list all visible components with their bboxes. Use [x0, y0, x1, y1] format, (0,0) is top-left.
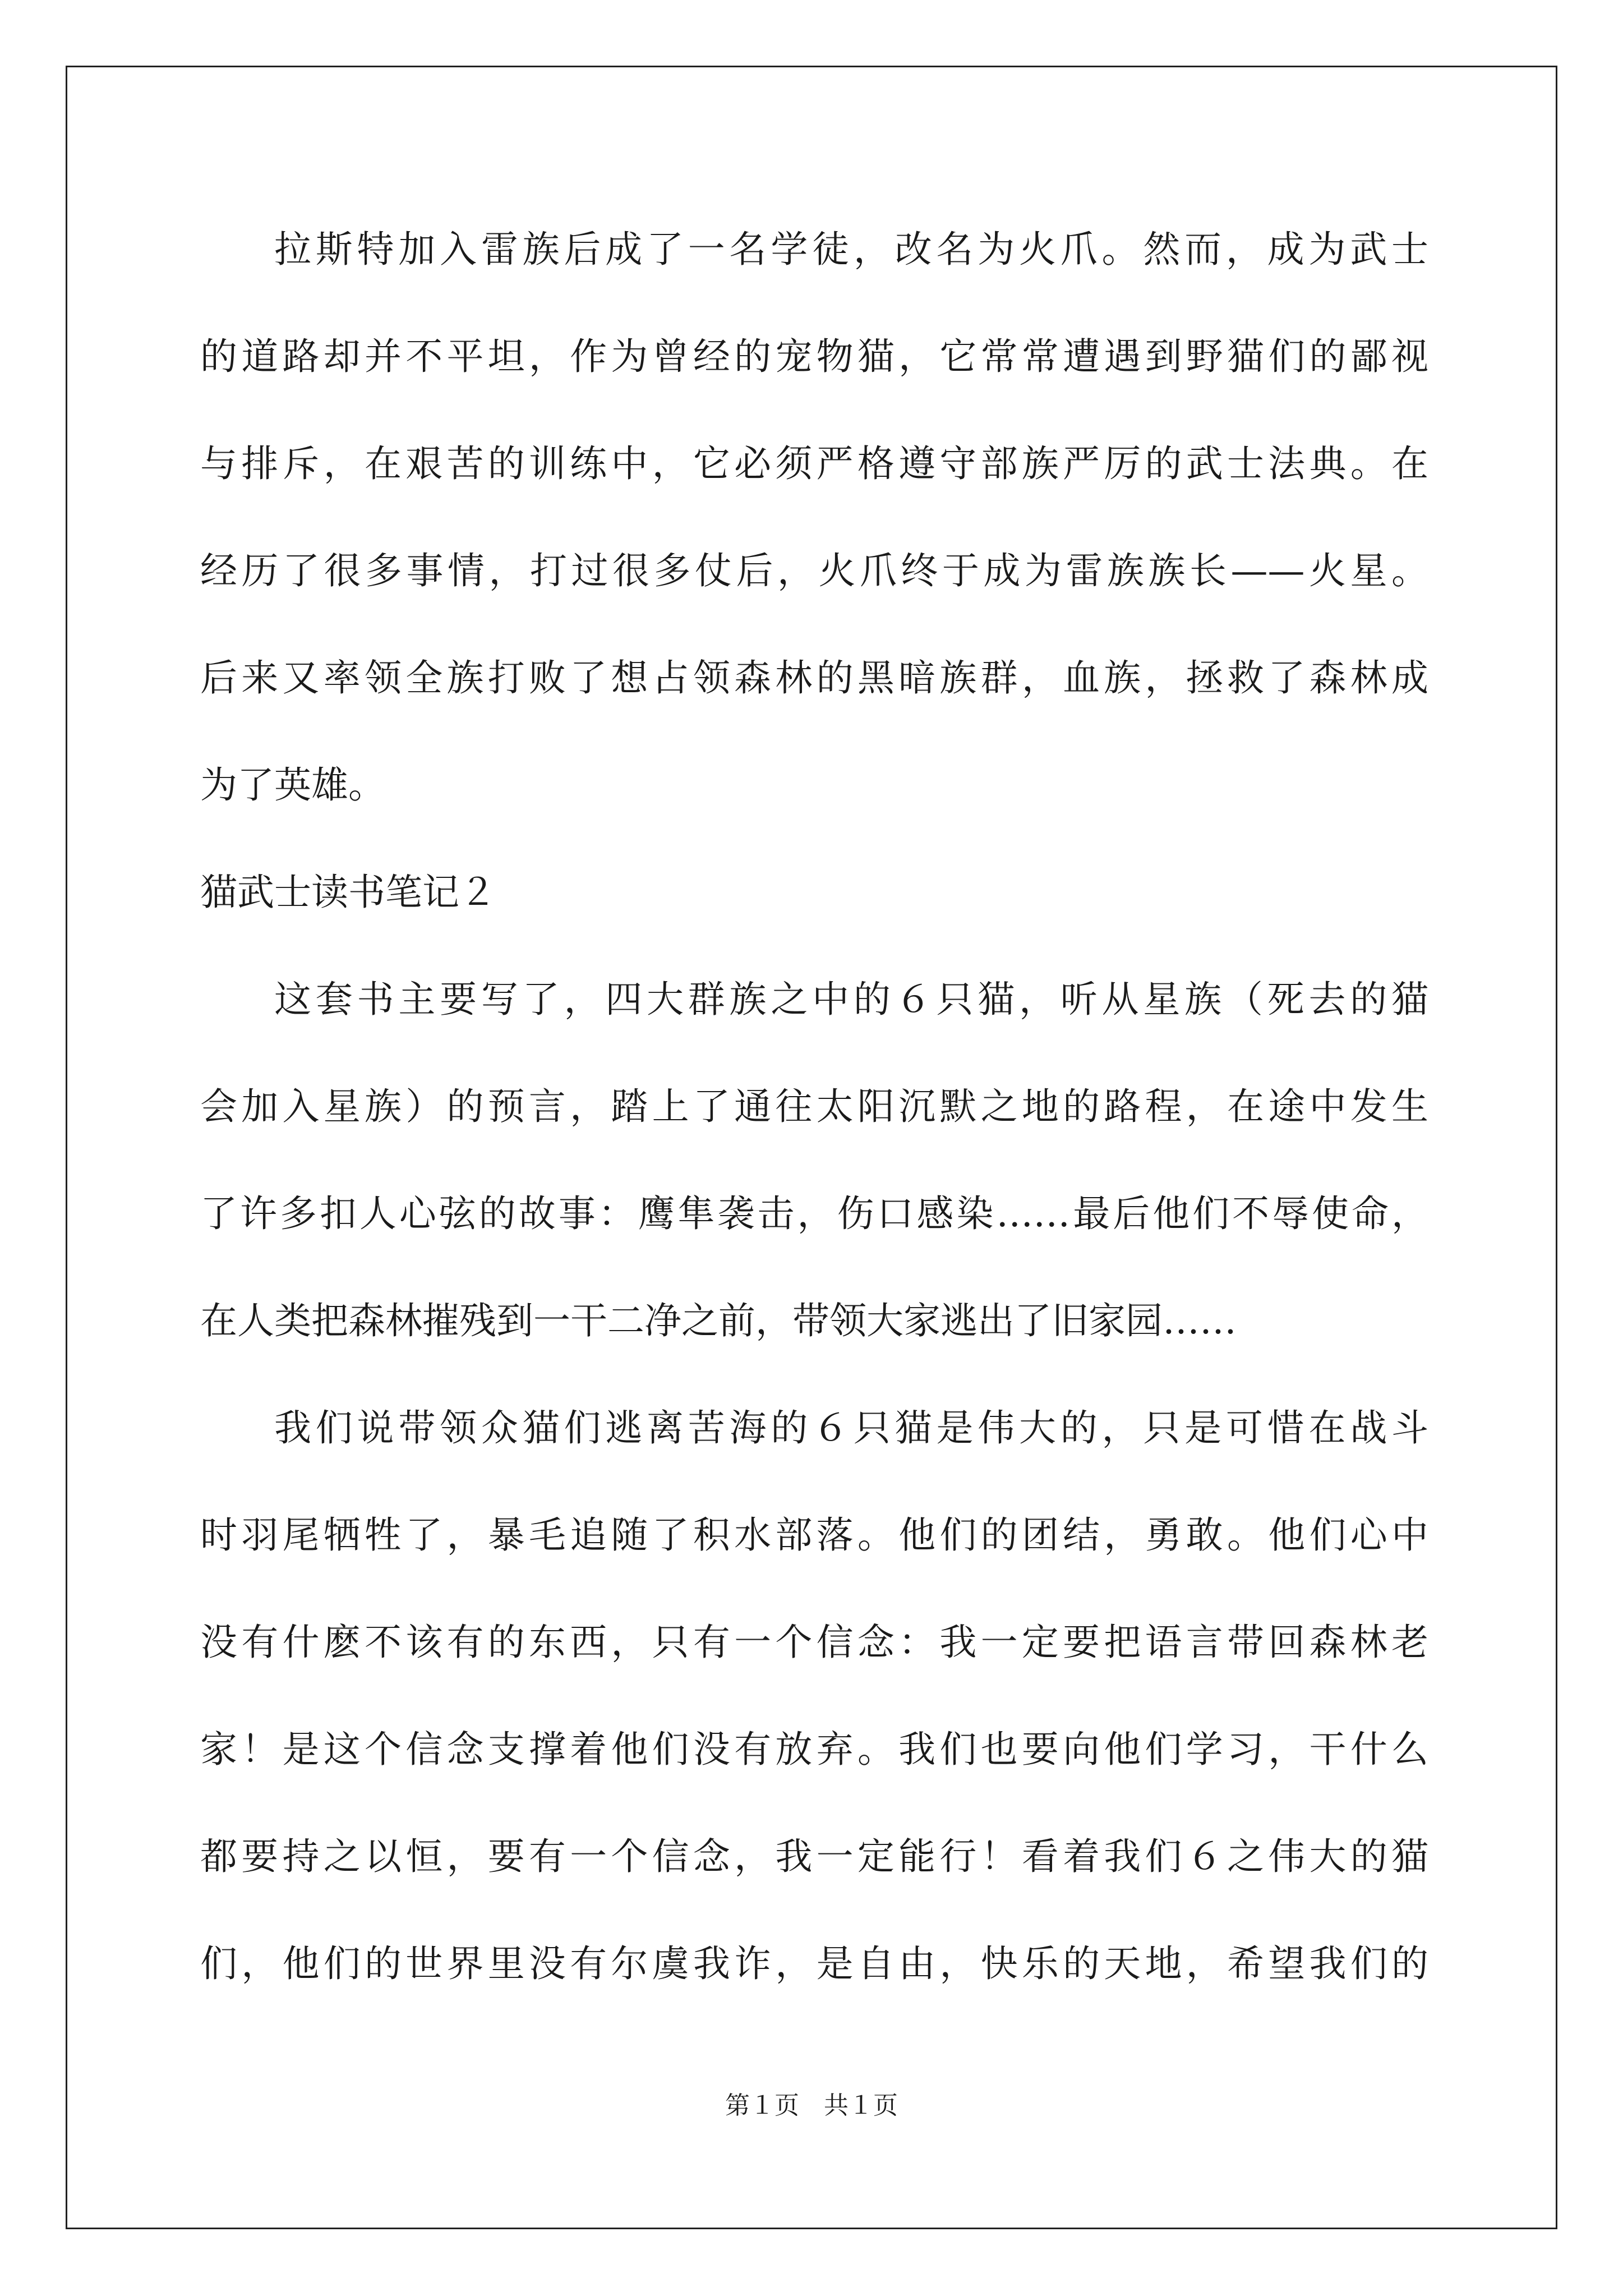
- paragraph-3-line-3: 没有什麽不该有的东西，只有一个信念：我一定要把语言带回森林老: [200, 1621, 1428, 1664]
- paragraph-1-line-5: 后来又率领全族打败了想占领森林的黑暗族群，血族，拯救了森林成: [200, 656, 1428, 700]
- document-body: [200, 208, 1428, 2029]
- paragraph-3-line-6: 们，他们的世界里没有尔虞我诈，是自由，快乐的天地，希望我们的: [200, 1942, 1428, 1985]
- paragraph-2-line-1: 这套书主要写了，四大群族之中的６只猫，听从星族（死去的猫: [274, 978, 1428, 1021]
- paragraph-3-line-5: 都要持之以恒，要有一个信念，我一定能行！看着我们６之伟大的猫: [200, 1835, 1428, 1878]
- paragraph-3-line-1: 我们说带领众猫们逃离苦海的６只猫是伟大的，只是可惜在战斗: [274, 1406, 1428, 1450]
- section-heading: 猫武士读书笔记２: [200, 871, 496, 914]
- paragraph-1-line-6: 为了英雄。: [200, 763, 385, 807]
- paragraph-1-line-1: 拉斯特加入雷族后成了一名学徒，改名为火爪。然而，成为武士: [274, 228, 1428, 271]
- paragraph-1-line-3: 与排斥，在艰苦的训练中，它必须严格遵守部族严厉的武士法典。在: [200, 442, 1428, 485]
- paragraph-3-line-2: 时羽尾牺牲了，暴毛追随了积水部落。他们的团结，勇敢。他们心中: [200, 1513, 1428, 1557]
- paragraph-1-line-2: 的道路却并不平坦，作为曾经的宠物猫，它常常遭遇到野猫们的鄙视: [200, 335, 1428, 378]
- paragraph-2-line-4: 在人类把森林摧残到一干二净之前，带领大家逃出了旧家园……: [200, 1299, 1237, 1342]
- paragraph-1-line-4: 经历了很多事情，打过很多仗后，火爪终于成为雷族族长——火星。: [200, 549, 1428, 592]
- paragraph-2-line-3: 了许多扣人心弦的故事：鹰隼袭击，伤口感染……最后他们不辱使命，: [200, 1192, 1428, 1235]
- page-number-footer: 第１页 共１页: [725, 2091, 898, 2120]
- paragraph-3-line-4: 家！是这个信念支撑着他们没有放弃。我们也要向他们学习，干什么: [200, 1728, 1428, 1771]
- paragraph-2-line-2: 会加入星族）的预言，踏上了通往太阳沉默之地的路程，在途中发生: [200, 1085, 1428, 1128]
